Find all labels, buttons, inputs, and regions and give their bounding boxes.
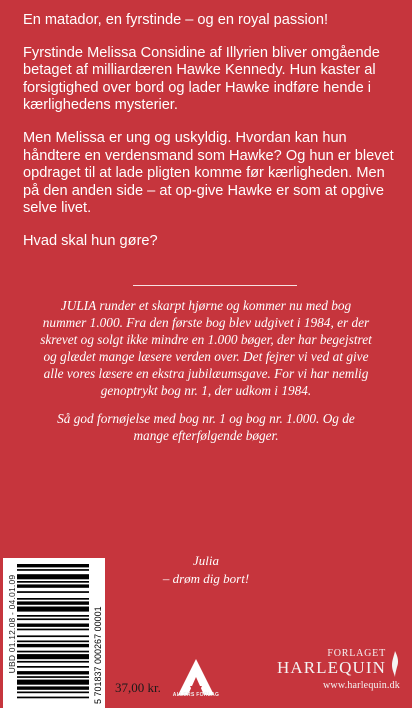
brand-url: www.harlequin.dk xyxy=(323,680,400,691)
blurb-tagline: En matador, en fyrstinde – og en royal passion! xyxy=(23,12,329,28)
blurb-paragraph-2: Men Melissa er ung og uskyldig. Hvordan kan hun håndtere en verdensmand som Hawke? Og hun er blevet opdraget til at lade pligten komme før kærligheden. Men på den anden side – at op-give Hawke er som at opgive selve livet. xyxy=(23,129,394,217)
section-divider xyxy=(133,285,297,286)
anniversary-paragraph-2: Så god fornøjelse med bog nr. 1 og bog nr. 1.000. Og de mange efterfølgende bøger. xyxy=(57,410,355,443)
barcode-block xyxy=(3,558,105,708)
blurb xyxy=(23,12,398,266)
blurb-paragraph-1: Fyrstinde Melissa Considine af Illyrien bliver omgående betaget af milliardæren Hawke Kennedy. Hun kaster al forsigtighed over bord og lader Hawke indføre hende i kærlighedens mysterier. xyxy=(23,44,380,114)
harlequin-flame-icon xyxy=(390,650,400,678)
signature-brand: Julia xyxy=(193,553,219,568)
brand-name: HARLEQUIN xyxy=(276,658,386,677)
barcode-number: 5 701837 000267 00001 xyxy=(93,606,103,704)
anniversary-paragraph-1: JULIA runder et skarpt hjørne og kommer nu med bog nummer 1.000. Fra den første bog blev udgivet i 1984, er der skrevet og solgt ikke mindre en 1.000 bøger, der har begejstret og glædet mange læsere verden over. Det fejrer vi ved at give alle vores læsere en ekstra jubilæumsgave. For vi har nemlig genoptrykt bog nr. 1, der udkom i 1984. xyxy=(40,298,372,399)
anniversary-note xyxy=(40,297,372,454)
blurb-question: Hvad skal hun gøre? xyxy=(23,232,158,249)
harlequin-brand xyxy=(277,648,400,691)
publisher-name: ALLERS FORLAG xyxy=(172,692,220,698)
price: 37,00 kr. xyxy=(115,680,161,695)
barcode-dates: UBD 01.12.08 - 04.01.09 xyxy=(7,574,17,674)
signature-slogan: – drøm dig bort! xyxy=(162,570,250,586)
brand-forlaget: FORLAGET xyxy=(327,648,386,659)
